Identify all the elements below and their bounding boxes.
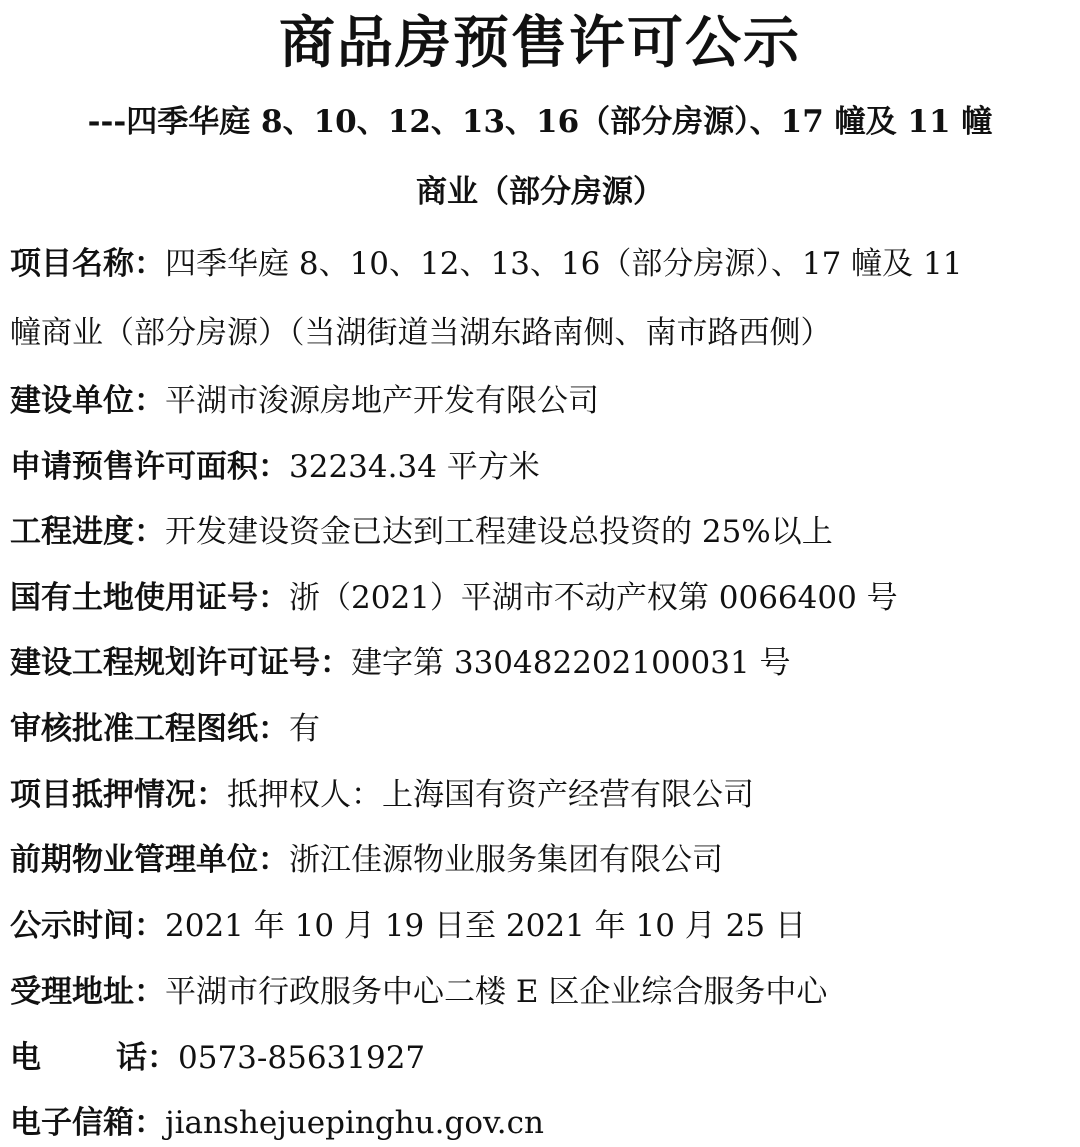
field-value: 32234.34 平方米 [289,449,540,485]
field-drawings [10,707,1072,751]
field-label: 国有土地使用证号： [10,580,289,616]
field-project-name-continued: 幢商业（部分房源）（当湖街道当湖东路南侧、南市路西侧） [10,315,832,351]
field-label: 电子信箱： [10,1105,165,1141]
field-value: 有 [289,711,320,747]
field-label: 受理地址： [10,974,165,1010]
field-phone [10,1036,1072,1080]
field-label: 前期物业管理单位： [10,842,289,878]
field-label: 建设工程规划许可证号： [10,645,351,681]
field-value: 四季华庭 8、10、12、13、16（部分房源）、17 幢及 11 [165,246,963,282]
field-value: 平湖市浚源房地产开发有限公司 [165,383,599,419]
field-label: 审核批准工程图纸： [10,711,289,747]
field-value: 建字第 330482202100031 号 [351,645,791,681]
field-value: 浙江佳源物业服务集团有限公司 [289,842,723,878]
field-project-name [10,242,1072,286]
field-value: 平湖市行政服务中心二楼 E 区企业综合服务中心 [165,974,828,1010]
field-value: 浙（2021）平湖市不动产权第 0066400 号 [289,580,898,616]
field-label [10,1036,178,1080]
field-mortgage [10,773,1072,817]
field-notice-period [10,904,1072,948]
field-label: 项目抵押情况： [10,777,227,813]
field-presale-area [10,445,1072,489]
phone-label-char-1: 电 [10,1040,41,1076]
email-value: jianshejuepinghu.gov.cn [165,1105,544,1141]
field-value: 开发建设资金已达到工程建设总投资的 25%以上 [165,514,833,550]
field-label: 申请预售许可面积： [10,449,289,485]
field-address [10,970,1072,1014]
field-progress [10,510,1072,554]
field-value: 2021 年 10 月 19 日至 2021 年 10 月 25 日 [165,908,806,944]
field-property-mgmt [10,838,1072,882]
field-value: 抵押权人：上海国有资产经营有限公司 [227,777,754,813]
phone-label-char-2: 话： [116,1040,178,1076]
field-label: 工程进度： [10,514,165,550]
subtitle-line-2: 商业（部分房源） [416,174,664,210]
field-value: 0573-85631927 [178,1040,426,1076]
subtitle-line-1: ---四季华庭 8、10、12、13、16（部分房源）、17 幢及 11 幢 [87,104,993,140]
field-label: 建设单位： [10,383,165,419]
field-developer [10,379,1072,423]
field-label: 项目名称： [10,246,165,282]
field-land-cert [10,576,1072,620]
field-planning-permit [10,641,1072,685]
field-label: 公示时间： [10,908,165,944]
field-email [10,1101,1072,1145]
page-title: 商品房预售许可公示 [279,10,801,76]
